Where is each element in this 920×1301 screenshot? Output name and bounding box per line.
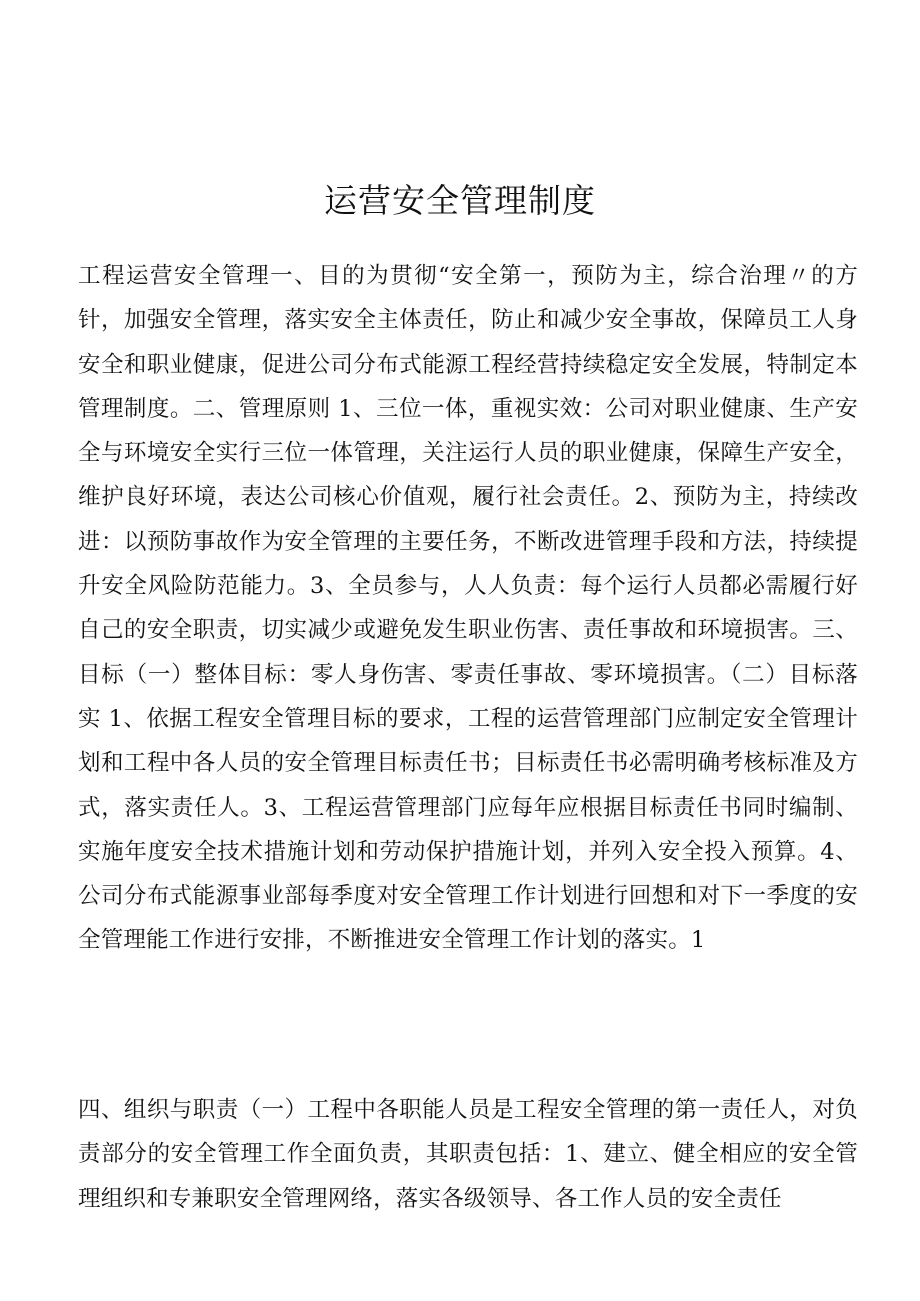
- document-title: 运营安全管理制度: [324, 181, 596, 220]
- body-paragraph-1: 工程运营安全管理一、目的为贯彻“安全第一，预防为主，综合治理〃的方针，加强安全管理，落实安全主体责任，防止和减少安全事故，保障员工人身安全和职业健康，促进公司分布式能源工程经营持续稳定安全发展，特制定本管理制度。二、管理原则 1、三位一体，重视实效：公司对职业健康、生产安全与环境安全实行三位一体管理，关注运行人员的职业健康，保障生产安全，维护良好环境，表达公司核心价值观，履行社会责任。2、预防为主，持续改进：以预防事故作为安全管理的主要任务，不断改进管理手段和方法，持续提升安全风险防范能力。3、全员参与，人人负责：每个运行人员都必需履行好自己的安全职责，切实减少或避免发生职业伤害、责任事故和环境损害。三、目标（一）整体目标：零人身伤害、零责任事故、零环境损害。（二）目标落实 1、依据工程安全管理目标的要求，工程的运营管理部门应制定安全管理计划和工程中各人员的安全管理目标责任书；目标责任书必需明确考核标准及方式，落实责任人。3、工程运营管理部门应每年应根据目标责任书同时编制、实施年度安全技术措施计划和劳动保护措施计划，并列入安全投入预算。4、公司分布式能源事业部每季度对安全管理工作计划进行回想和对下一季度的安全管理能工作进行安排，不断推进安全管理工作计划的落实。1: [78, 263, 858, 954]
- body-paragraph-2: 四、组织与职责（一）工程中各职能人员是工程安全管理的第一责任人，对负责部分的安全管理工作全面负责，其职责包括：1、建立、健全相应的安全管理组织和专兼职安全管理网络，落实各级领导、各工作人员的安全责任: [78, 1097, 858, 1212]
